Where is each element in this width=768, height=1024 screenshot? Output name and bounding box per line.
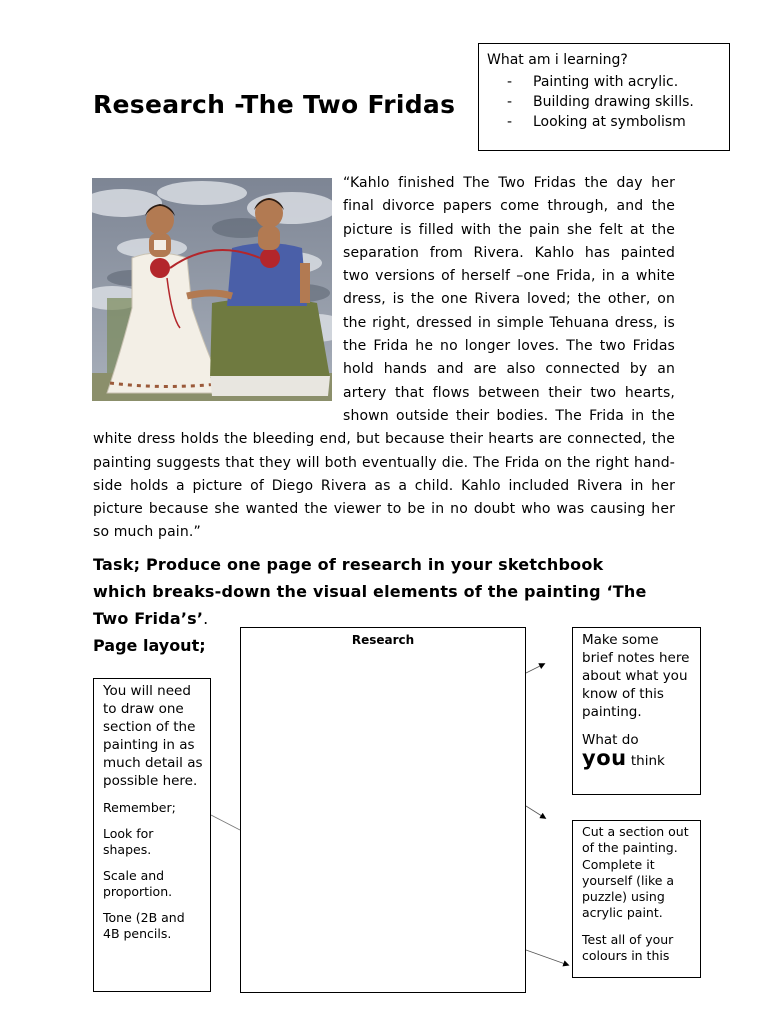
learning-item: - Building drawing skills. bbox=[507, 92, 721, 112]
tip-scale: Scale and proportion. bbox=[103, 868, 173, 899]
line-from-drawing-box bbox=[211, 815, 240, 830]
learning-item: - Looking at symbolism bbox=[507, 112, 721, 132]
notes-instructions-box bbox=[572, 627, 701, 795]
learning-item: - Painting with acrylic. bbox=[507, 72, 721, 92]
painting-description-quote: “Kahlo finished The Two Fridas the day her final divorce papers come through, and the picture is filled with the pain she felt at the separation from Rivera. Kahlo has painted two versions of herself –one Frida, in a white dress, is the one Rivera loved; the other, on the right, dressed in simple Tehuana dress, is the Frida he no longer loves. The two Fridas hold hands and are also connected by an artery that flows between their two hearts, shown outside their bodies. The Frida in the white dress holds the bleeding end, but because their hearts are connected, the painting suggests that they will both eventually die. The Frida on the right hand-side holds a picture of Diego Rivera as a child. Kahlo included Rivera in her picture because she wanted the viewer to be in no doubt who was causing her so much pain.” bbox=[93, 175, 675, 541]
tip-shapes: Look for shapes. bbox=[103, 826, 154, 857]
research-layout-box bbox=[240, 627, 526, 993]
learning-objectives-box bbox=[478, 43, 730, 151]
research-box-title: Research bbox=[351, 633, 415, 647]
task-period: . bbox=[203, 609, 209, 628]
think-text: think bbox=[630, 753, 665, 769]
drawing-instruction-text: You will need to draw one section of the painting in as much detail as possible here. bbox=[103, 683, 203, 789]
page-layout-label: Page layout; bbox=[93, 636, 206, 655]
page-title: Research -The Two Fridas bbox=[93, 90, 456, 119]
remember-label: Remember; bbox=[103, 800, 176, 815]
task-instructions bbox=[93, 551, 653, 632]
tip-tone: Tone (2B and 4B pencils. bbox=[103, 910, 185, 941]
test-colours-instruction: Test all of your colours in this bbox=[582, 931, 674, 964]
arrow-to-notes-box bbox=[526, 664, 544, 673]
what-do-text: What do bbox=[582, 732, 639, 748]
notes-instruction-text: Make some brief notes here about what you know of this painting. bbox=[582, 632, 690, 720]
drawing-instructions-box bbox=[93, 678, 211, 992]
two-fridas-painting-image bbox=[92, 178, 332, 401]
cut-section-instruction: Cut a section out of the painting. Complete it yourself (like a puzzle) using acrylic paint. bbox=[582, 824, 689, 921]
painting-instructions-box bbox=[572, 820, 701, 978]
you-emphasis: you bbox=[582, 746, 627, 770]
task-text: Task; Produce one page of research in your sketchbook which breaks-down the visual elements of the painting ‘The Two Frida’s’ bbox=[93, 555, 647, 628]
arrow-to-painting-box bbox=[526, 806, 545, 818]
learning-heading: What am i learning? bbox=[487, 52, 628, 68]
arrow-to-colours bbox=[526, 950, 568, 965]
learning-list bbox=[487, 72, 721, 132]
